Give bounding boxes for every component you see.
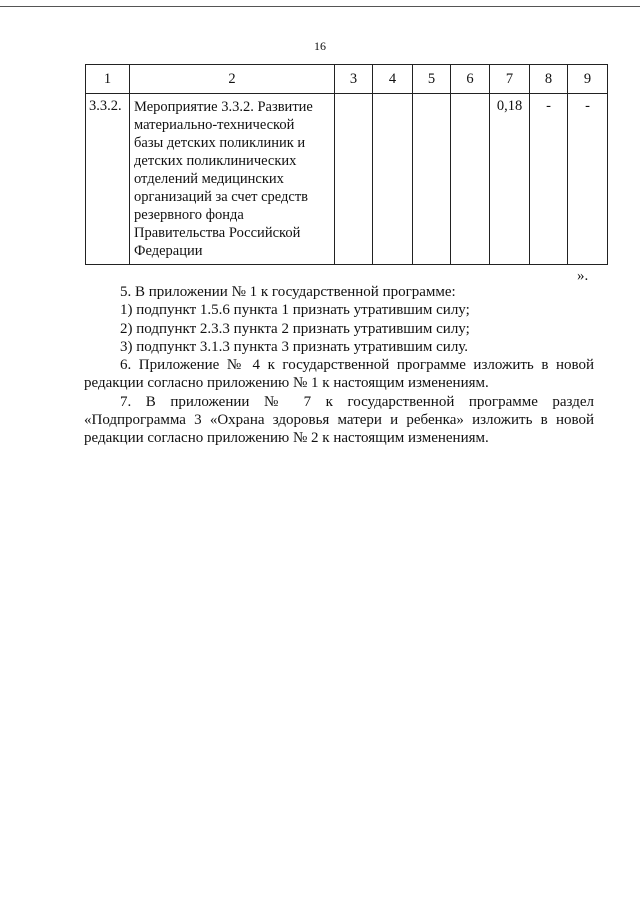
header-col-3: 3 <box>335 65 373 94</box>
table-header-row <box>86 65 608 94</box>
amendments-text <box>84 283 594 448</box>
table-row <box>86 94 608 265</box>
paragraph-item-5: 5. В приложении № 1 к государственной программе: <box>120 284 456 300</box>
name-line: Правительства Российской <box>134 225 301 241</box>
name-line: Мероприятие 3.3.2. Развитие <box>134 99 313 115</box>
paragraph-subitem-1: 1) подпункт 1.5.6 пункта 1 признать утратившим силу; <box>120 302 470 319</box>
closing-quote: ». <box>577 268 589 284</box>
header-col-4: 4 <box>373 65 413 94</box>
row-col-3-cell <box>335 94 373 265</box>
row-col-5-cell <box>413 94 451 265</box>
paragraph-subitem-3: 3) подпункт 3.1.3 пункта 3 признать утратившим силу. <box>120 338 469 355</box>
row-col-6-cell <box>451 94 490 265</box>
header-col-6: 6 <box>451 65 490 94</box>
row-col-8-cell: - <box>530 94 568 265</box>
name-line: детских поликлинических <box>134 153 297 169</box>
paragraph-subitem-2: 2) подпункт 2.3.3 пункта 2 признать утратившим силу; <box>120 320 470 337</box>
header-col-7: 7 <box>490 65 530 94</box>
row-col-7-cell: 0,18 <box>490 94 530 265</box>
row-number-cell: 3.3.2. <box>86 94 130 265</box>
name-line: резервного фонда <box>134 207 244 223</box>
row-name-cell <box>130 94 335 265</box>
measures-table <box>85 64 608 265</box>
name-line: Федерации <box>134 243 203 259</box>
header-col-8: 8 <box>530 65 568 94</box>
name-line: материально-технической <box>134 117 295 133</box>
row-col-4-cell <box>373 94 413 265</box>
row-col-9-cell: - <box>568 94 608 265</box>
header-col-2: 2 <box>130 65 335 94</box>
name-line: базы детских поликлиник и <box>134 135 306 151</box>
name-line: организаций за счет средств <box>134 189 309 205</box>
header-col-9: 9 <box>568 65 608 94</box>
name-line: отделений медицинских <box>134 171 284 187</box>
header-col-1: 1 <box>86 65 130 94</box>
page-number: 16 <box>314 39 326 53</box>
header-col-5: 5 <box>413 65 451 94</box>
paragraph-item-6: 6. Приложение № 4 к государственной программе изложить в новой редакции согласно приложению № 1 к настоящим изменениям. <box>84 357 594 392</box>
paragraph-item-7: 7. В приложении № 7 к государственной программе раздел «Подпрограмма 3 «Охрана здоровья матери и ребенка» изложить в новой редакции согласно приложению № 2 к настоящим изменениям. <box>84 393 594 447</box>
page-top-border <box>0 6 640 7</box>
